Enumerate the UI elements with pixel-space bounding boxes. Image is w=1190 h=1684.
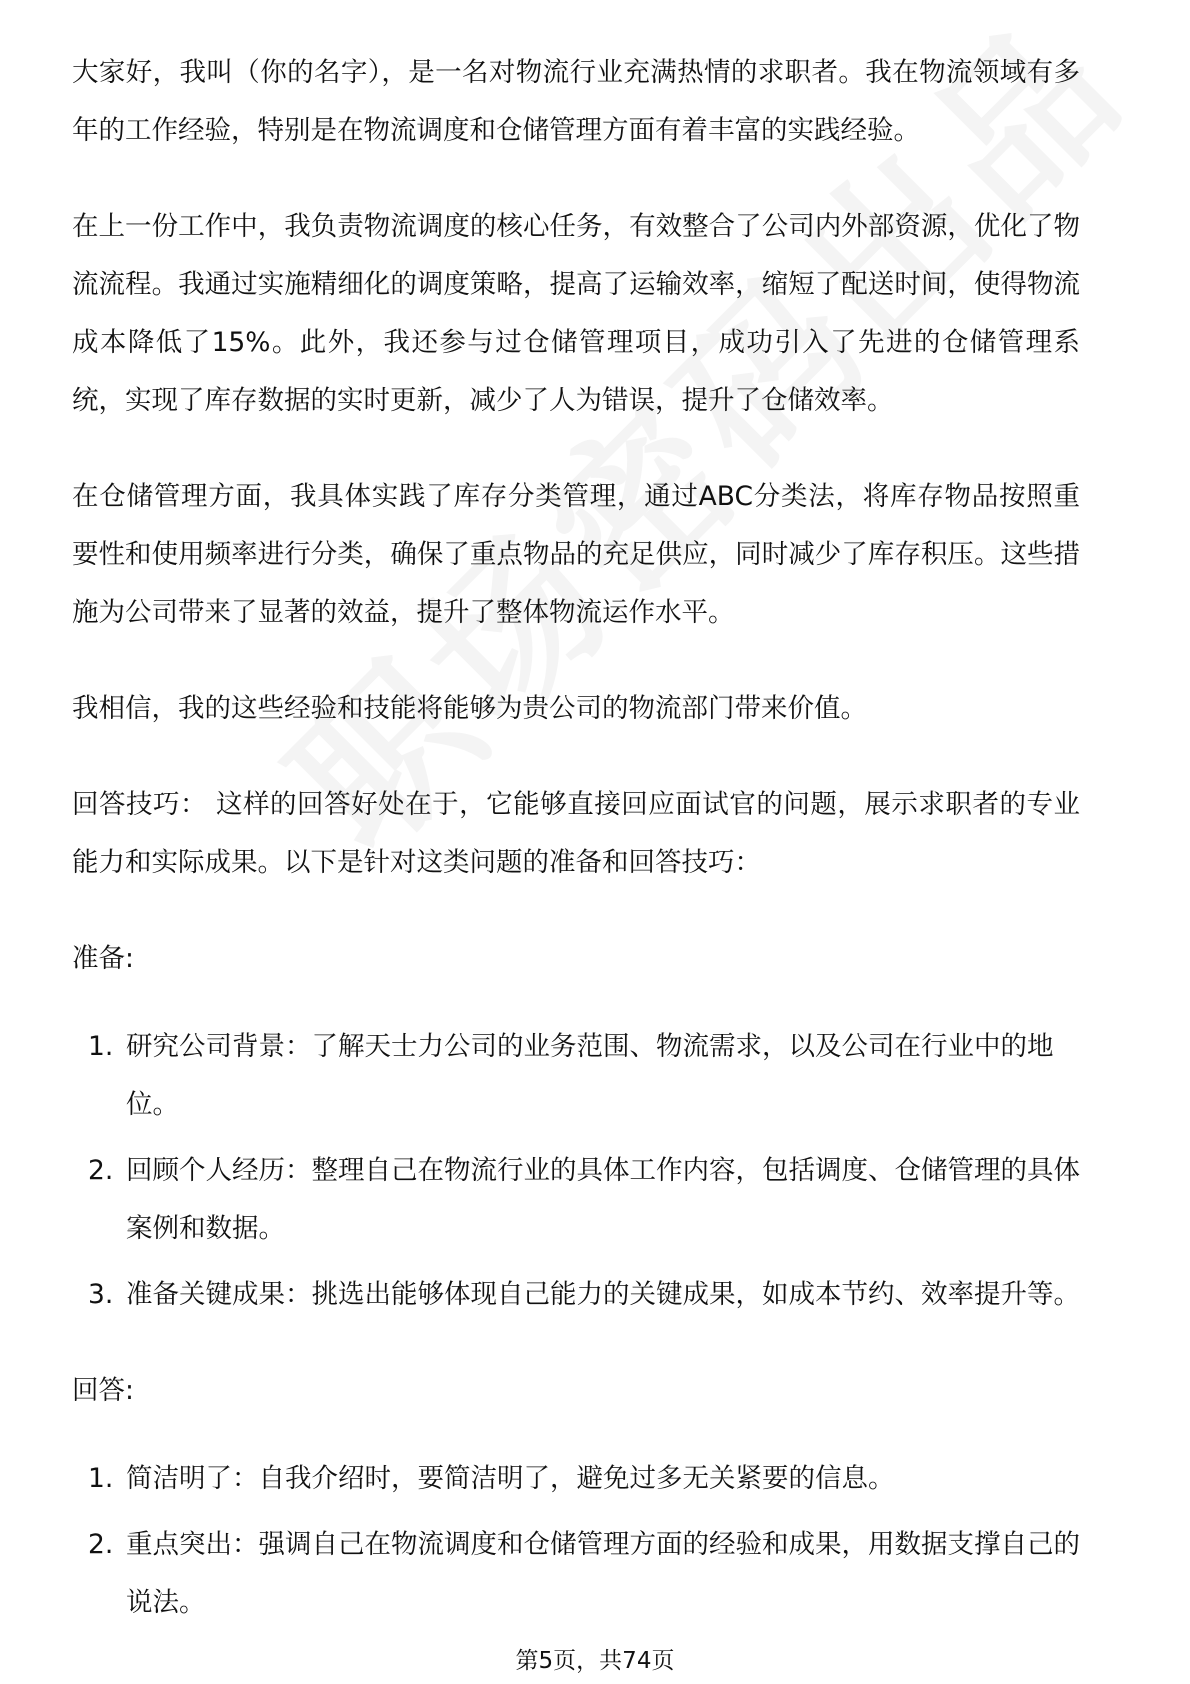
paragraph-intro: 大家好，我叫（你的名字），是一名对物流行业充满热情的求职者。我在物流领域有多年的工作经验，特别是在物流调度和仓储管理方面有着丰富的实践经验。 — [72, 57, 1080, 146]
prep-list — [72, 1018, 1080, 1324]
list-number: 2. — [88, 1529, 114, 1560]
list-number: 1. — [88, 1463, 114, 1494]
paragraph-warehouse: 在仓储管理方面，我具体实践了库存分类管理，通过ABC分类法，将库存物品按照重要性和使用频率进行分类，确保了重点物品的充足供应，同时减少了库存积压。这些措施为公司带来了显著的效益，提升了整体物流运作水平。 — [72, 481, 1080, 628]
list-item-text: 回顾个人经历：整理自己在物流行业的具体工作内容，包括调度、仓储管理的具体案例和数据。 — [126, 1155, 1080, 1244]
list-number: 3. — [88, 1279, 114, 1310]
list-item — [72, 1266, 1080, 1324]
paragraph-previous-job: 在上一份工作中，我负责物流调度的核心任务，有效整合了公司内外部资源，优化了物流流程。我通过实施精细化的调度策略，提高了运输效率，缩短了配送时间，使得物流成本降低了15%。此外，我还参与过仓储管理项目，成功引入了先进的仓储管理系统，实现了库存数据的实时更新，减少了人为错误，提升了仓储效率。 — [72, 211, 1080, 416]
paragraph-answer-tips: 回答技巧： 这样的回答好处在于，它能够直接回应面试官的问题，展示求职者的专业能力和实际成果。以下是针对这类问题的准备和回答技巧： — [72, 789, 1080, 878]
list-item-text: 研究公司背景：了解天士力公司的业务范围、物流需求，以及公司在行业中的地位。 — [126, 1031, 1054, 1120]
list-item — [72, 1516, 1080, 1632]
prep-label: 准备: — [72, 943, 134, 974]
page-footer: 第5页，共74页 — [515, 1648, 675, 1674]
answer-list — [72, 1450, 1080, 1632]
list-item-text: 重点突出：强调自己在物流调度和仓储管理方面的经验和成果，用数据支撑自己的说法。 — [126, 1529, 1080, 1618]
list-item — [72, 1450, 1080, 1508]
list-number: 2. — [88, 1155, 114, 1186]
list-number: 1. — [88, 1031, 114, 1062]
answer-label: 回答: — [72, 1375, 134, 1406]
list-item — [72, 1142, 1080, 1258]
paragraph-closing: 我相信，我的这些经验和技能将能够为贵公司的物流部门带来价值。 — [72, 693, 867, 724]
list-item-text: 准备关键成果：挑选出能够体现自己能力的关键成果，如成本节约、效率提升等。 — [126, 1279, 1080, 1310]
list-item-text: 简洁明了：自我介绍时，要简洁明了，避免过多无关紧要的信息。 — [126, 1463, 895, 1494]
list-item — [72, 1018, 1080, 1134]
